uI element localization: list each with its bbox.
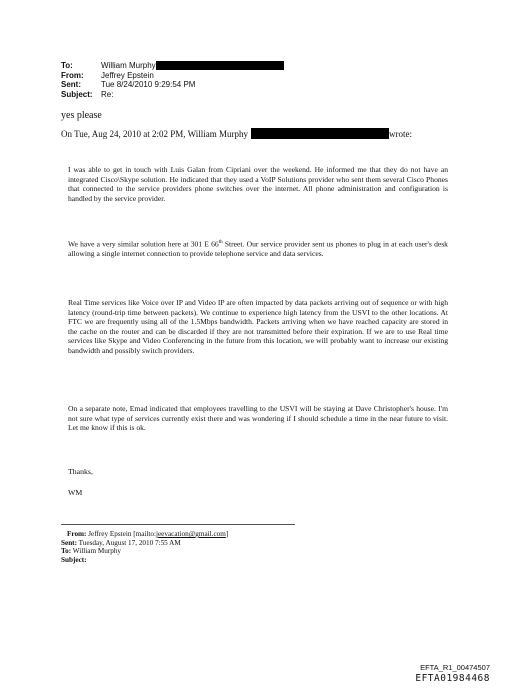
subject-value: Re: xyxy=(101,89,114,99)
body-paragraph-3: Real Time services like Voice over IP and Video IP are often impacted by data packets arriving out of sequence or with high latency (round-trip time between packets). We continue to experience high latency from the USVI to the other locations. At FTC we are frequently using all of the 1.5Mbps bandwidth. Packets arriving when we have reached capacity are stored in the cache on the router and can be discarded if they are not transmitted before their expiration. If we are to use Real time services like Skype and Video Conferencing in the future from this location, we will probably want to increase our existing bandwidth and possibly switch providers. xyxy=(68,298,448,355)
fwd-to-value: William Murphy xyxy=(72,547,122,556)
fwd-email-link[interactable]: jeevacation@gmail.com xyxy=(155,530,226,538)
quote-intro-suffix: wrote: xyxy=(389,128,412,139)
body-paragraph-1: I was able to get in touch with Luis Galan from Cipriani over the weekend. He informed me that they do not have an integrated Cisco\Skype solution. He indicated that they used a VoIP Solutions provider who sent them several Cisco Phones that connected to the service providers phone switches over the internet. All phone administration and configuration is handled by the service provider. xyxy=(68,165,448,203)
p2-superscript: th xyxy=(218,240,223,245)
redaction-bar xyxy=(156,61,284,70)
subject-row xyxy=(61,90,284,100)
forwarded-header xyxy=(61,530,228,564)
to-value: William Murphy xyxy=(101,61,156,70)
signature: WM xyxy=(68,488,83,497)
body-paragraph-4: On a separate note, Emad indicated that employees travelling to the USVI will be staying at Dave Christopher's house. I'm not sure what type of services currently exist there and was wondering if I should schedule a time in the near future to visit. Let me know if this is ok. xyxy=(68,404,448,433)
to-row xyxy=(61,61,284,71)
bates-number: EFTA01984468 xyxy=(415,673,490,684)
to-label: To: xyxy=(61,61,73,70)
fwd-sent-value: Tuesday, August 17, 2010 7:55 AM xyxy=(78,538,181,547)
sent-row xyxy=(61,80,284,90)
redaction-bar xyxy=(251,128,389,139)
fwd-subject-label: Subject: xyxy=(61,555,87,564)
subject-label: Subject: xyxy=(61,89,93,99)
sent-value: Tue 8/24/2010 9:29:54 PM xyxy=(101,80,196,89)
fwd-from-row xyxy=(61,530,228,539)
separator-line xyxy=(61,524,295,525)
quote-intro xyxy=(61,128,412,139)
fwd-subject-row xyxy=(61,556,228,565)
email-header xyxy=(61,61,284,99)
from-value: Jeffrey Epstein xyxy=(101,70,154,80)
fwd-sent-row xyxy=(61,539,228,548)
fwd-to-row xyxy=(61,547,228,556)
fwd-sent-label: Sent: xyxy=(61,538,77,547)
fwd-from-label: From: xyxy=(67,530,87,538)
fwd-to-label: To: xyxy=(61,547,72,556)
body-paragraph-2 xyxy=(68,238,448,259)
reply-text: yes please xyxy=(61,110,102,121)
p2-text-before: We have a very similar solution here at 301 E 66 xyxy=(68,239,219,249)
fwd-from-value: Jeffrey Epstein [mailto: xyxy=(88,530,156,538)
fwd-from-close: ] xyxy=(225,530,229,538)
quote-intro-prefix: On Tue, Aug 24, 2010 at 2:02 PM, William Murphy xyxy=(61,128,248,139)
document-id: EFTA_R1_00474507 xyxy=(420,663,490,672)
from-row xyxy=(61,71,284,81)
p2-text-after: Street. Our service provider sent us phones to plug in at each user's desk allowing a single internet connection to provide telephone service and data services. xyxy=(68,239,448,259)
closing-thanks: Thanks, xyxy=(68,467,93,476)
from-label: From: xyxy=(61,70,84,80)
sent-label: Sent: xyxy=(61,80,81,89)
